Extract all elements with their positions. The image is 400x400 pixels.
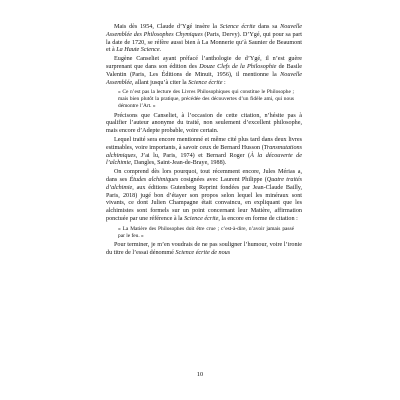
text-run: dans sa: [255, 24, 281, 30]
paragraph: [106, 137, 302, 168]
block-quote: [118, 89, 294, 110]
italic-title: Douze Clefs de la Philosophie: [199, 64, 277, 71]
paragraph: [106, 56, 302, 87]
italic-title: Science écrite: [184, 215, 219, 222]
text-run: Mais dès 1954, Claude d’Ygé insère la: [114, 24, 220, 30]
italic-title: Études alchimiques: [129, 177, 179, 184]
page-number: 10: [196, 371, 204, 378]
paragraph: [106, 24, 302, 55]
text-run: Eugène Canseliet ayant préfacé l’anthologie de d’Ygé, il n’est guère surprenant que dans son édition des: [106, 56, 302, 71]
text-run: Lequel traité sera encore mentionné et même cité plus tard dans deux livres estimables, voire importants, à savoir ceux de Bernard Husson (: [106, 137, 302, 151]
italic-title: Science écrite: [188, 79, 223, 86]
text-run: « Ce n’est pas la lecture des Livres Philosophiques qui constitue le Philosophe ; mais bien plutôt la pratique, précédée des découvertes d’un fidèle ami, qui nous démontre l’Art. »: [118, 89, 294, 110]
text-run: , Dangles, Saint-Jean-de-Braye, 1988).: [130, 160, 227, 167]
text-run: , aux éditions Gutenberg Reprint fondées par Jean-Claude Bailly, Paris, 2018) jugé bon d’étayer son propos selon lequel les minéraux sont vivants, ce dont Julien Champagne était convaincu, en expliquant que les alchimistes sont formels sur un point concernant leur Matière, affirmation ponctuée par une référence à la: [106, 184, 302, 222]
italic-title: Nouvelle Assemblée: [106, 71, 302, 86]
text-run: , allant jusqu’à citer la: [131, 79, 189, 86]
text-run: , J’ai lu, Paris, 1974) et Bernard Roger (: [135, 152, 251, 159]
paragraph: [106, 242, 302, 258]
text-run: .: [159, 47, 162, 54]
text-run: (Paris, Dervy). D’Ygé, qui pour sa part la date de 1720, se réfère aussi bien à La Monnerie qu’à Saunier de Beaumont et à: [106, 31, 302, 54]
italic-title: La Haute Science: [116, 47, 160, 54]
italic-title: Science écrite: [219, 24, 256, 30]
text-run: de Basile Valentin (Paris, Les Éditions de Minuit, 1956), il mentionne la: [106, 64, 302, 78]
text-run: « La Matière des Philosophes doit être crue ; c’est-à-dire, n’avoir jamais passé par le feu. »: [118, 225, 294, 239]
text-run: Pour terminer, je m’en voudrais de ne pas souligner l’humour, voire l’ironie du titre de l’essai dénommé: [106, 241, 302, 256]
block-quote: [118, 226, 294, 240]
paragraph: [106, 113, 302, 136]
body-text: [106, 24, 302, 259]
italic-title: Science écrite de nous: [175, 249, 231, 256]
text-run: :: [222, 79, 226, 86]
text-run: On comprend dès lors pourquoi, tout récemment encore, Jules Mérias a, dans ses: [106, 169, 302, 184]
text-run: cosignées avec Laurent Philippe (: [178, 177, 267, 184]
paragraph: [106, 169, 302, 223]
italic-title: Quatre traités d’alchimie: [106, 177, 302, 191]
italic-title: Nouvelle Assemblée des Philosophes Chymiques: [106, 24, 302, 38]
italic-title: Transmutations alchimiques: [106, 144, 302, 159]
text-run: , la encore en forme de citation :: [218, 215, 298, 222]
text-run: Précisons que Canseliet, à l’occasion de cette citation, n’hésite pas à qualifier l’auteur anonyme du traité, non seulement d’excellent philosophe, mais encore d’Adepte probable, voire certain.: [106, 112, 302, 135]
italic-title: À la découverte de l’alchimie: [106, 152, 302, 167]
